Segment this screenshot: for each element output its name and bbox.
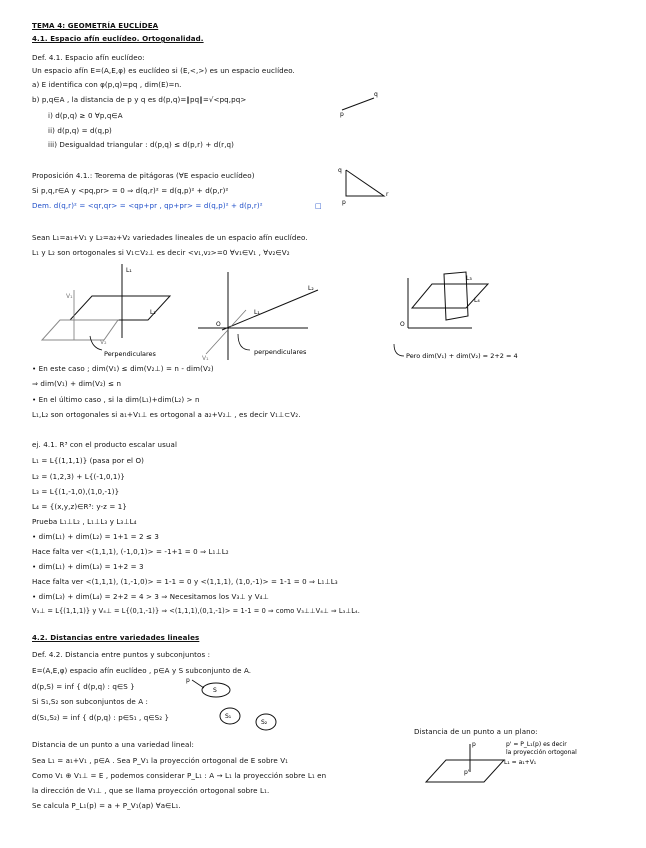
- example-line: V₃⊥ = L{(1,1,1)} y V₄⊥ = L{(0,1,-1)} ⇒ <(1,1,1),(0,1,-1)> = 1-1 = 0 ⇒ como V₃⊥⊥V₄⊥ ⇒ L₃⊥L₄.: [32, 607, 360, 615]
- example-line: L₄ = {(x,y,z)∈R³: y-z = 1}: [32, 502, 127, 511]
- def-title: Def. 4.2. Distancia entre puntos y subconjuntos :: [32, 650, 211, 659]
- plane-L3: [412, 284, 488, 308]
- line-L2: [222, 290, 318, 330]
- label-pero: Pero dim(V₁) + dim(V₂) = 2+2 = 4: [406, 352, 518, 360]
- plane-L4: [444, 272, 468, 320]
- label-q: q: [374, 91, 378, 98]
- plane-V2: [42, 320, 118, 340]
- qed-box: □: [315, 201, 322, 210]
- dist-line: la dirección de V₁⊥ , que se llama proyección ortogonal sobre L₁.: [32, 786, 270, 795]
- label-V1: V₁: [66, 293, 73, 300]
- prop-proof: Dem. d(q,r)² = <qr,qr> = <qp+pr , qp+pr> = d(q,p)² + d(p,r)²: [32, 201, 263, 210]
- label-origin: O: [400, 321, 405, 328]
- example-line: L₂ = (1,2,3) + L{(-1,0,1)}: [32, 472, 126, 481]
- plane-label: L₁ = a₁+V₁: [504, 759, 537, 766]
- figure-planes: [388, 264, 588, 364]
- label-L2: L₂: [308, 285, 314, 292]
- case-line: L₁,L₂ son ortogonales si a₁+V₁⊥ es ortogonal a a₂+V₂⊥ , es decir V₁⊥⊂V₂.: [32, 410, 301, 419]
- dist-line: Sea L₁ = a₁+V₁ , p∈A . Sea P_V₁ la proyección ortogonal de E sobre V₁: [32, 756, 289, 765]
- sets-sketch: [186, 672, 286, 738]
- label-p-prime: p': [464, 769, 470, 776]
- figure-perpendicular-1: [30, 262, 200, 362]
- arrow: [238, 334, 250, 350]
- ortho-definition: L₁ y L₂ son ortogonales si V₁⊂V₂⊥ es decir <v₁,v₂>=0 ∀v₁∈V₁ , ∀v₂∈V₂: [32, 248, 290, 257]
- label-perpendiculares: perpendiculares: [254, 348, 307, 356]
- def-line: d(S₁,S₂) = inf { d(p,q) : p∈S₁ , q∈S₂ }: [32, 713, 170, 722]
- label-origin: O: [216, 321, 221, 328]
- example-line: L₃ = L{(1,-1,0),(1,0,-1)}: [32, 487, 120, 496]
- label-S2: S₂: [261, 719, 268, 726]
- def-line: d(p,S) = inf { d(p,q) : q∈S }: [32, 682, 135, 691]
- segment-pq: [342, 98, 374, 110]
- def-line: E=(A,E,φ) espacio afín euclídeo , p∈A y S subconjunto de A.: [32, 666, 252, 675]
- dist-line: Como V₁ ⊕ V₁⊥ = E , podemos considerar P_L₁ : A → L₁ la proyección sobre L₁ en: [32, 771, 327, 780]
- def-line: Un espacio afín E=(A,E,φ) es euclídeo si (E,<,>) es un espacio euclídeo.: [32, 66, 295, 75]
- ortho-intro: Sean L₁=a₁+V₁ y L₂=a₂+V₂ variedades lineales de un espacio afín euclídeo.: [32, 233, 308, 242]
- def-title: Def. 4.1. Espacio afín euclídeo:: [32, 53, 145, 62]
- example-line: Hace falta ver <(1,1,1), (-1,0,1)> = -1+1 = 0 ⇒ L₁⊥L₂: [32, 547, 229, 556]
- example-line: Prueba L₁⊥L₂ , L₁⊥L₃ y L₃⊥L₄: [32, 517, 137, 526]
- figure-perpendicular-2: [198, 270, 358, 360]
- dist-line: Se calcula P_L₁(p) = a + P_V₁(ap) ∀a∈L₁.: [32, 801, 181, 810]
- connector: [192, 680, 204, 688]
- section-title: 4.1. Espacio afín euclídeo. Ortogonalidad.: [32, 34, 204, 43]
- label-L1-plane: L₁: [150, 309, 156, 316]
- label-L1: L₁: [126, 267, 132, 274]
- label-perpendiculares: Perpendiculares: [104, 350, 156, 358]
- label-V1: V₁: [202, 355, 209, 362]
- label-p: p: [186, 677, 190, 684]
- label-q: q: [338, 167, 342, 174]
- example-line: • dim(L₁) + dim(L₂) = 1+1 = 2 ≤ 3: [32, 532, 159, 541]
- line-V1: [206, 310, 246, 354]
- label-r: r: [386, 191, 389, 198]
- distance-sketch: [338, 88, 388, 118]
- plane-figure-title: Distancia de un punto a un plano:: [414, 727, 538, 736]
- case-line: • En este caso ; dim(V₁) ≤ dim(V₂⊥) = n - dim(V₂): [32, 364, 214, 373]
- def-item-a: a) E identifica con φ(p,q)=pq , dim(E)=n.: [32, 80, 182, 89]
- right-triangle-figure: [336, 166, 396, 206]
- plane-projection-figure: [424, 738, 624, 794]
- label-L3: L₃: [466, 275, 472, 282]
- prop-title: Proposición 4.1.: Teorema de pitágoras (∀E espacio euclídeo): [32, 171, 255, 180]
- example-line: • dim(L₃) + dim(L₄) = 2+2 = 4 > 3 ⇒ Necesitamos los V₃⊥ y V₄⊥: [32, 592, 269, 601]
- label-L4: L₄: [474, 297, 480, 304]
- plane: [70, 296, 170, 320]
- label-S1: S₁: [225, 713, 232, 720]
- example-title: ej. 4.1. R³ con el producto escalar usual: [32, 440, 178, 449]
- projection-note: la proyección ortogonal: [506, 749, 577, 756]
- example-line: • dim(L₁) + dim(L₃) = 1+2 = 3: [32, 562, 144, 571]
- property-iii: iii) Desigualdad triangular : d(p,q) ≤ d(p,r) + d(r,q): [48, 140, 235, 149]
- case-line: • En el último caso , si la dim(L₁)+dim(L₂) > n: [32, 395, 200, 404]
- dist-title: Distancia de un punto a una variedad lineal:: [32, 740, 194, 749]
- label-p: p: [472, 741, 476, 748]
- property-ii: ii) d(p,q) = d(q,p): [48, 126, 112, 135]
- section-title: 4.2. Distancias entre variedades lineales: [32, 633, 200, 642]
- example-line: L₁ = L{(1,1,1)} (pasa por el O): [32, 456, 145, 465]
- def-item-b: b) p,q∈A , la distancia de p y q es d(p,q)=‖pq‖=√<pq,pq>: [32, 95, 247, 104]
- case-line: ⇒ dim(V₁) + dim(V₂) ≤ n: [32, 379, 122, 388]
- property-i: i) d(p,q) ≥ 0 ∀p,q∈A: [48, 111, 123, 120]
- arrow: [394, 344, 404, 356]
- projection-note: p' = P_L₁(p) es decir: [506, 741, 567, 748]
- label-p: p: [342, 199, 346, 206]
- label-p: p: [340, 111, 344, 118]
- topic-title: TEMA 4: GEOMETRÍA EUCLÍDEA: [32, 21, 159, 30]
- label-S: S: [213, 687, 217, 694]
- triangle-shape: [346, 170, 384, 196]
- def-line: Si S₁,S₂ son subconjuntos de A :: [32, 697, 149, 706]
- prop-statement: Si p,q,r∈A y <pq,pr> = 0 ⇒ d(q,r)² = d(q,p)² + d(p,r)²: [32, 186, 229, 195]
- label-L1: L₁: [254, 309, 260, 316]
- example-line: Hace falta ver <(1,1,1), (1,-1,0)> = 1-1 = 0 y <(1,1,1), (1,0,-1)> = 1-1 = 0 ⇒ L₁⊥L₃: [32, 577, 338, 586]
- label-V2: V₂: [100, 339, 107, 346]
